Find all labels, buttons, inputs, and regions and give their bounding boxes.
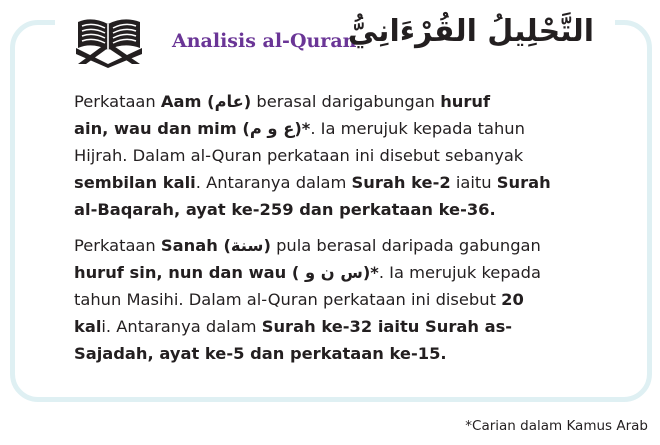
text-segment: Hijrah. Dalam al-Quran perkataan ini disebut sebanyak (74, 146, 524, 165)
bold-text-segment: Sanah (سنة) (160, 236, 271, 255)
text-line (74, 232, 604, 259)
text-line (74, 286, 604, 313)
text-segment: pula berasal daripada gabungan (270, 236, 541, 255)
paragraph-aam (74, 88, 604, 223)
text-segment: . Ia merujuk kepada tahun (310, 119, 525, 138)
text-segment: iaitu (450, 173, 497, 192)
text-segment: tahun Masihi. Dalam al-Quran perkataan ini disebut (74, 290, 502, 309)
bold-text-segment: huruf (440, 92, 491, 111)
text-segment: Perkataan (74, 92, 161, 111)
text-line (74, 169, 604, 196)
bold-text-segment: 20 (501, 290, 524, 309)
quran-on-stand-icon (72, 8, 146, 68)
bold-text-segment: Sajadah, ayat ke-5 dan perkataan ke-15. (74, 344, 447, 363)
bold-text-segment: al-Baqarah, ayat ke-259 dan perkataan ke-36. (74, 200, 496, 219)
bold-text-segment: Surah ke-2 (351, 173, 451, 192)
bold-text-segment: sembilan kali (74, 173, 196, 192)
text-line (74, 115, 604, 142)
text-line (74, 340, 604, 367)
text-segment: berasal darigabungan (251, 92, 441, 111)
title-arabic: التَّحْلِيلُ القُرْءَانِيُّ (347, 14, 594, 49)
footnote: *Carian dalam Kamus Arab (465, 418, 648, 434)
bold-text-segment: Surah ke-32 iaitu Surah as- (261, 317, 513, 336)
text-segment: . Ia merujuk kepada (378, 263, 541, 282)
title-latin: Analisis al-Quran (172, 30, 357, 52)
bold-text-segment: Aam (عام) (160, 92, 252, 111)
bold-text-segment: huruf sin, nun dan wau ( س ن و)* (74, 263, 379, 282)
paragraph-sanah (74, 232, 604, 367)
text-line (74, 196, 604, 223)
bold-text-segment: ain, wau dan mim (ع و م)* (74, 119, 311, 138)
text-segment: Perkataan (74, 236, 161, 255)
text-line (74, 313, 604, 340)
text-line (74, 142, 604, 169)
text-line (74, 88, 604, 115)
text-line (74, 259, 604, 286)
bold-text-segment: Surah (496, 173, 551, 192)
text-segment: i. Antaranya dalam (101, 317, 262, 336)
text-segment: . Antaranya dalam (195, 173, 352, 192)
bold-text-segment: kal (74, 317, 102, 336)
